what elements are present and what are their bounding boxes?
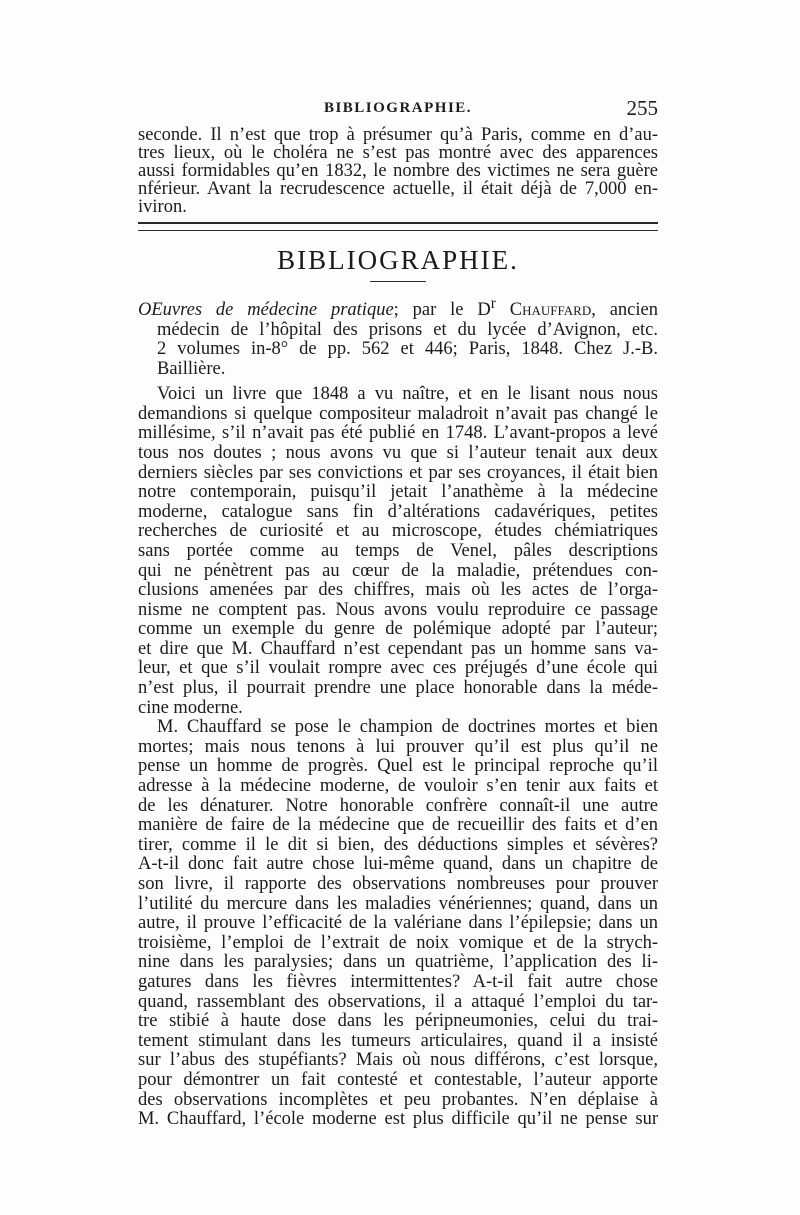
text-line: sur l’abus des stupéfiants? Mais où nous différons, c’est lorsque, xyxy=(138,1050,658,1071)
text-line: gatures dans les fièvres intermittentes? A-t-il fait autre chose xyxy=(138,971,658,992)
text-line: moderne, catalogue sans fin d’altérations cadavériques, petites xyxy=(138,501,658,522)
review-body xyxy=(138,385,658,1130)
text-line: tres lieux, où le choléra ne s’est pas montré avec des apparences xyxy=(138,143,658,163)
text-line: de les dénaturer. Notre honorable confrère connaît-il une autre xyxy=(138,795,658,816)
text-line: recherches de curiosité et au microscope, études chémiatriques xyxy=(138,521,658,542)
text-line: seconde. Il n’est que trop à présumer qu’à Paris, comme en d’au- xyxy=(138,125,658,145)
text-line: troisième, l’emploi de l’extrait de noix vomique et de la strych- xyxy=(138,932,658,953)
entry-line-rest: , ancien xyxy=(591,300,658,321)
text-line: autre, il prouve l’efficacité de la valériane dans l’épilepsie; dans un xyxy=(138,913,658,934)
entry-line xyxy=(138,294,658,321)
text-line: notre contemporain, puisqu’il jetait l’anathème à la médecine xyxy=(138,482,658,503)
text-line: nisme ne comptent pas. Nous avons voulu reproduire ce passage xyxy=(138,599,658,620)
book-page xyxy=(138,96,658,1130)
text-line: mortes; mais nous tenons à lui prouver qu’il est plus qu’il ne xyxy=(138,736,658,757)
text-line: et dire que M. Chauffard n’est cependant pas un homme sans va- xyxy=(138,638,658,659)
text-line: sans portée comme au temps de Venel, pâles descriptions xyxy=(138,540,658,561)
entry-line: médecin de l’hôpital des prisons et du lycée d’Avignon, etc. xyxy=(157,319,658,340)
text-line: cine moderne. xyxy=(138,697,243,718)
text-line: nine dans les paralysies; dans un quatrième, l’application des li- xyxy=(138,952,658,973)
text-line: leur, et que s’il voulait rompre avec ces préjugés d’une école qui xyxy=(138,658,658,679)
text-line: M. Chauffard, l’école moderne est plus difficile qu’il ne pense sur xyxy=(138,1109,658,1130)
opening-paragraph xyxy=(138,126,658,216)
text-line: clusions amenées par des chiffres, mais où les actes de l’orga- xyxy=(138,580,658,601)
text-line: quand, rassemblant des observations, il a attaqué l’emploi du tar- xyxy=(138,991,658,1012)
entry-line: 2 volumes in-8° de pp. 562 et 446; Paris, 1848. Chez J.-B. xyxy=(157,339,658,360)
text-line: tirer, comme il le dit si bien, des déductions simples et sévères? xyxy=(138,834,658,855)
text-line: pour démontrer un fait contesté et contestable, l’auteur apporte xyxy=(138,1069,658,1090)
short-rule-divider xyxy=(370,281,426,282)
double-rule-divider xyxy=(138,222,658,231)
doctor-abbrev-sup: r xyxy=(490,295,496,312)
text-line: adresse à la médecine moderne, de vouloir s’en tenir aux faits et xyxy=(138,776,658,797)
text-line: qui ne pénètrent pas au cœur de la maladie, prétendues con- xyxy=(138,560,658,581)
text-line: tement stimulant dans les tumeurs articulaires, quand il a insisté xyxy=(138,1030,658,1051)
entry-line: Baillière. xyxy=(157,358,226,379)
text-line: nférieur. Avant la recrudescence actuelle, il était déjà de 7,000 en- xyxy=(138,179,658,199)
text-line: manière de faire de la médecine que de recueillir des faits et d’en xyxy=(138,815,658,836)
text-line: tre stibié à haute dose dans les péripneumonies, celui du trai- xyxy=(138,1011,658,1032)
text-line: pense un homme de progrès. Quel est le principal reproche qu’il xyxy=(138,756,658,777)
running-head xyxy=(138,96,658,126)
book-title: OEuvres de médecine pratique xyxy=(138,300,394,321)
running-head-title: BIBLIOGRAPHIE. xyxy=(323,100,473,116)
text-line: derniers siècles par ses convictions et par ses croyances, il était bien xyxy=(138,462,658,483)
text-line: des observations incomplètes et peu probantes. N’en déplaise à xyxy=(138,1089,658,1110)
text-line: M. Chauffard se pose le champion de doctrines mortes et bien xyxy=(157,717,658,738)
text-line: son livre, il rapporte des observations nombreuses pour prouver xyxy=(138,874,658,894)
entry-by: ; par le D xyxy=(393,300,491,321)
text-line: A-t-il donc fait autre chose lui-même quand, dans un chapitre de xyxy=(138,854,658,875)
text-line: n’est plus, il pourrait prendre une place honorable dans la méde- xyxy=(138,678,658,699)
author-name: Chauffard xyxy=(509,300,592,321)
section-title: BIBLIOGRAPHIE. xyxy=(277,245,519,275)
text-line: millésime, s’il n’avait pas été publié en 1748. L’avant-propos a levé xyxy=(138,423,658,444)
text-line: iviron. xyxy=(138,197,187,217)
text-line: comme un exemple du genre de polémique adopté par l’auteur; xyxy=(138,619,658,640)
bibliographic-entry xyxy=(138,294,658,379)
text-line: tous nos doutes ; nous avons vu que si l’auteur tenait aux deux xyxy=(138,442,658,463)
page-number: 255 xyxy=(626,96,658,120)
text-line: Voici un livre que 1848 a vu naître, et en le lisant nous nous xyxy=(157,384,658,405)
text-line: aussi formidables qu’en 1832, le nombre des victimes ne sera guère xyxy=(138,161,658,181)
text-line: l’utilité du mercure dans les maladies vénériennes; quand, dans un xyxy=(138,893,658,914)
text-line: demandions si quelque compositeur maladroit n’avait pas changé le xyxy=(138,403,658,424)
